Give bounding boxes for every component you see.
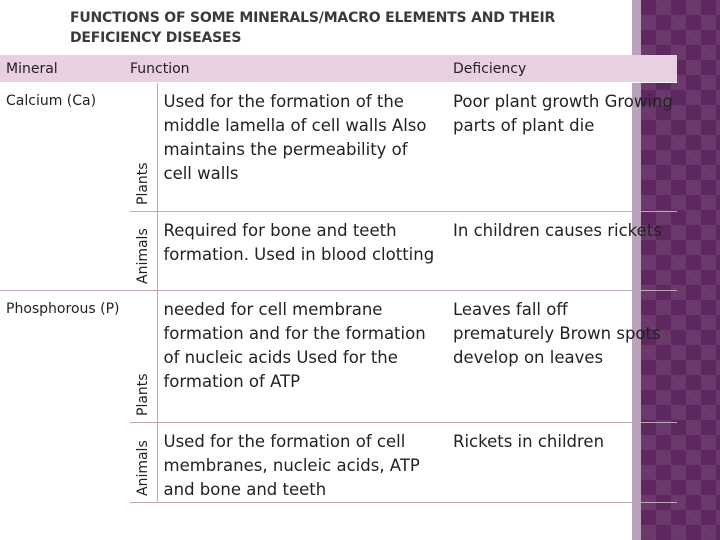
deficiency-cell: Leaves fall off prematurely Brown spots develop on leaves [445, 291, 677, 423]
header-deficiency: Deficiency [445, 55, 677, 83]
header-function: Function [130, 55, 445, 83]
mineral-name: Calcium (Ca) [6, 93, 97, 109]
minerals-table [0, 55, 677, 503]
function-cell: Required for bone and teeth formation. Used in blood clotting [157, 212, 445, 291]
function-cell: needed for cell membrane formation and for the formation of nucleic acids Used for the formation of ATP [157, 291, 445, 423]
mineral-name: Phosphorous (P) [0, 291, 130, 503]
function-cell: Used for the formation of the middle lamella of cell walls Also maintains the permeability of cell walls [163, 92, 427, 183]
organism-label: Plants [130, 83, 157, 212]
table-row [0, 83, 677, 212]
slide-title: FUNCTIONS OF SOME MINERALS/MACRO ELEMENTS AND THEIR DEFICIENCY DISEASES [70, 10, 556, 46]
deficiency-cell: Poor plant growth Growing parts of plant die [453, 92, 673, 135]
organism-label: Animals [130, 423, 157, 503]
header-mineral: Mineral [0, 55, 130, 83]
deficiency-cell: Rickets in children [445, 423, 677, 503]
function-cell: Used for the formation of cell membranes, nucleic acids, ATP and bone and teeth [157, 423, 445, 503]
deficiency-cell: In children causes rickets [445, 212, 677, 291]
organism-label: Plants [130, 291, 157, 423]
organism-label: Animals [130, 212, 157, 291]
table-header-row [0, 55, 677, 83]
table-row [0, 291, 677, 423]
